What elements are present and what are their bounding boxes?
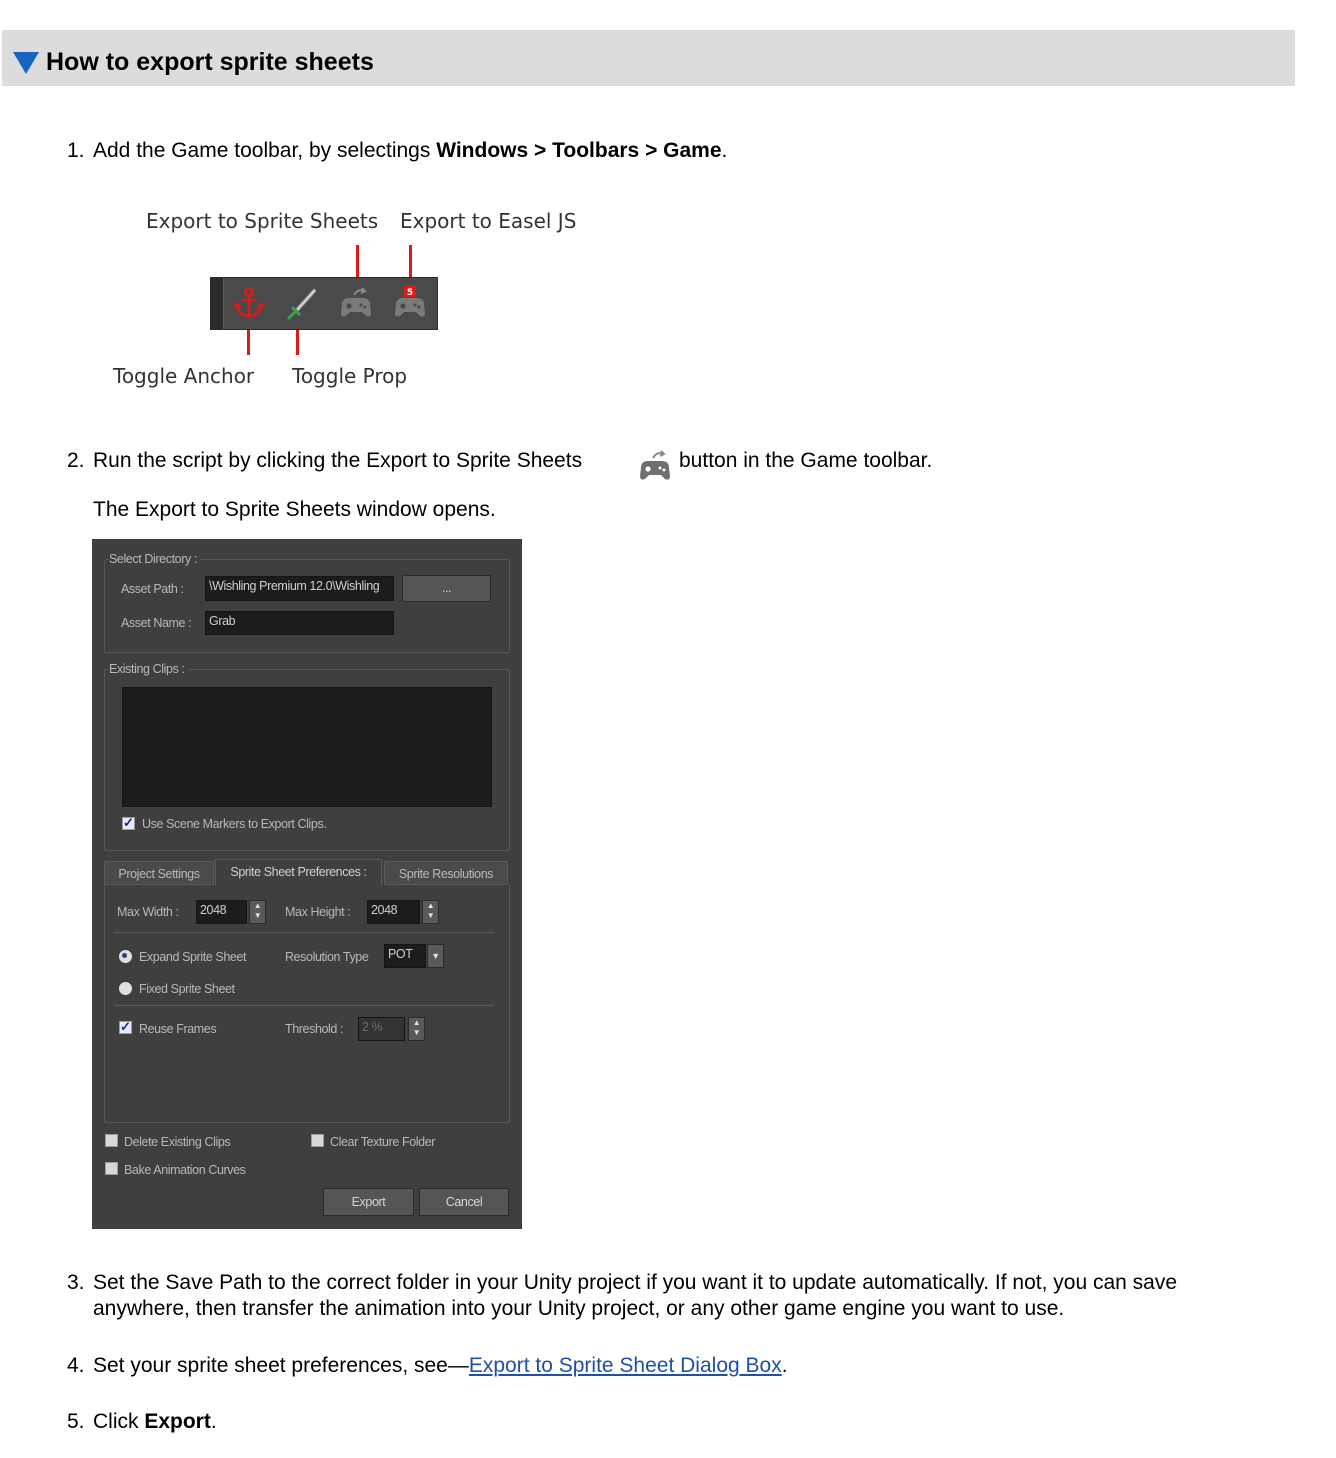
expand-sprite-sheet-label: Expand Sprite Sheet <box>139 950 247 964</box>
anchor-icon[interactable] <box>231 285 267 321</box>
step-number: 2. <box>67 449 85 472</box>
max-height-stepper[interactable]: ▲ ▼ <box>422 900 439 924</box>
clear-texture-folder-checkbox[interactable] <box>311 1134 324 1147</box>
resolution-type-select[interactable]: POT <box>384 944 426 968</box>
step-number: 4. <box>67 1354 85 1377</box>
game-toolbar <box>210 277 438 330</box>
max-width-label: Max Width : <box>117 905 179 919</box>
menu-windows: Windows <box>436 139 529 162</box>
divider <box>114 932 494 933</box>
step-text: . <box>721 139 728 162</box>
asset-path-input[interactable]: \Wishling Premium 12.0\Wishling <box>205 576 394 601</box>
bake-animation-curves-checkbox[interactable] <box>105 1162 118 1175</box>
export-sprite-sheets-dialog <box>92 539 522 1229</box>
easel-badge: 5 <box>406 288 414 298</box>
step-text: Click <box>93 1410 145 1433</box>
max-height-label: Max Height : <box>285 905 351 919</box>
step-text: Run the script by clicking the Export to Sprite Sheets <box>93 449 583 472</box>
chevron-down-icon[interactable]: ▼ <box>427 944 444 968</box>
menu-toolbars: Toolbars <box>552 139 640 162</box>
step-text: . <box>781 1354 788 1377</box>
browse-button[interactable]: ... <box>402 575 491 602</box>
step-2-subtext: The Export to Sprite Sheets window opens. <box>93 498 496 521</box>
step-1 <box>67 138 728 164</box>
threshold-label: Threshold : <box>285 1022 344 1036</box>
callout-line <box>296 330 299 355</box>
existing-clips-label: Existing Clips : <box>109 662 189 676</box>
step-number: 5. <box>67 1410 85 1433</box>
tab-sprite-resolutions[interactable]: Sprite Resolutions <box>384 861 508 885</box>
max-height-input[interactable]: 2048 <box>367 900 420 924</box>
use-scene-markers-label: Use Scene Markers to Export Clips. <box>142 817 327 831</box>
select-directory-group <box>104 559 510 653</box>
threshold-input[interactable]: 2 % <box>358 1017 405 1041</box>
step-number: 3. <box>67 1271 85 1294</box>
menu-game: Game <box>663 139 722 162</box>
fixed-sprite-sheet-label: Fixed Sprite Sheet <box>139 982 235 996</box>
divider <box>114 1005 494 1006</box>
step-3-line2: anywhere, then transfer the animation into your Unity project, or any other game engine you want to use. <box>93 1297 1065 1320</box>
section-title: How to export sprite sheets <box>46 48 374 76</box>
step-text: Set the Save Path to the correct folder in your Unity project if you want it to update automatically. If not, you can save <box>93 1271 1178 1294</box>
toolbar-grip[interactable] <box>211 278 224 329</box>
callout-line <box>409 245 412 281</box>
section-header[interactable] <box>2 30 1295 86</box>
cancel-button[interactable]: Cancel <box>419 1188 509 1216</box>
reuse-frames-checkbox[interactable] <box>119 1021 132 1034</box>
use-scene-markers-checkbox[interactable] <box>122 817 135 830</box>
resolution-type-label: Resolution Type <box>285 950 369 964</box>
export-emphasis: Export <box>144 1410 211 1433</box>
step-2 <box>67 448 583 474</box>
delete-existing-clips-label: Delete Existing Clips <box>124 1135 231 1149</box>
max-width-stepper[interactable]: ▲ ▼ <box>249 900 266 924</box>
collapse-triangle-icon[interactable] <box>13 52 39 74</box>
tab-panel <box>104 885 510 1123</box>
step-4 <box>67 1353 788 1379</box>
export-easel-js-icon[interactable] <box>392 285 428 321</box>
step-text: Add the Game toolbar, by selectings <box>93 139 437 162</box>
max-width-input[interactable]: 2048 <box>196 900 247 924</box>
step-3 <box>67 1270 1178 1296</box>
label-toggle-anchor: Toggle Anchor <box>113 364 255 388</box>
export-button[interactable]: Export <box>323 1188 414 1216</box>
export-sprite-sheets-icon <box>637 448 673 484</box>
fixed-sprite-sheet-radio[interactable] <box>119 982 132 995</box>
callout-line <box>356 245 359 281</box>
step-text: Set your sprite sheet preferences, see— <box>93 1354 469 1377</box>
export-dialog-box-link[interactable]: Export to Sprite Sheet Dialog Box <box>468 1354 782 1377</box>
asset-name-label: Asset Name : <box>121 616 192 630</box>
existing-clips-list[interactable] <box>122 687 492 807</box>
threshold-stepper[interactable]: ▲ ▼ <box>408 1017 425 1041</box>
label-toggle-prop: Toggle Prop <box>292 364 408 388</box>
reuse-frames-label: Reuse Frames <box>139 1022 217 1036</box>
step-text: . <box>210 1410 217 1433</box>
delete-existing-clips-checkbox[interactable] <box>105 1134 118 1147</box>
export-sprite-sheets-icon[interactable] <box>338 285 374 321</box>
bake-animation-curves-label: Bake Animation Curves <box>124 1163 246 1177</box>
clear-texture-folder-label: Clear Texture Folder <box>330 1135 436 1149</box>
callout-line <box>247 330 250 355</box>
menu-separator: > <box>639 139 664 162</box>
tab-sprite-sheet-preferences[interactable]: Sprite Sheet Preferences : <box>215 859 382 886</box>
prop-sword-icon[interactable] <box>283 285 319 321</box>
asset-path-label: Asset Path : <box>121 582 184 596</box>
expand-sprite-sheet-radio[interactable] <box>119 950 132 963</box>
label-export-sprite-sheets: Export to Sprite Sheets <box>146 209 379 233</box>
label-export-easel-js: Export to Easel JS <box>400 209 577 233</box>
asset-name-input[interactable]: Grab <box>205 611 394 635</box>
select-directory-label: Select Directory : <box>109 552 201 566</box>
menu-separator: > <box>528 139 553 162</box>
step-5 <box>67 1409 217 1435</box>
tab-project-settings[interactable]: Project Settings <box>104 861 214 885</box>
step-number: 1. <box>67 139 85 162</box>
step-2-continuation: button in the Game toolbar. <box>679 449 933 472</box>
